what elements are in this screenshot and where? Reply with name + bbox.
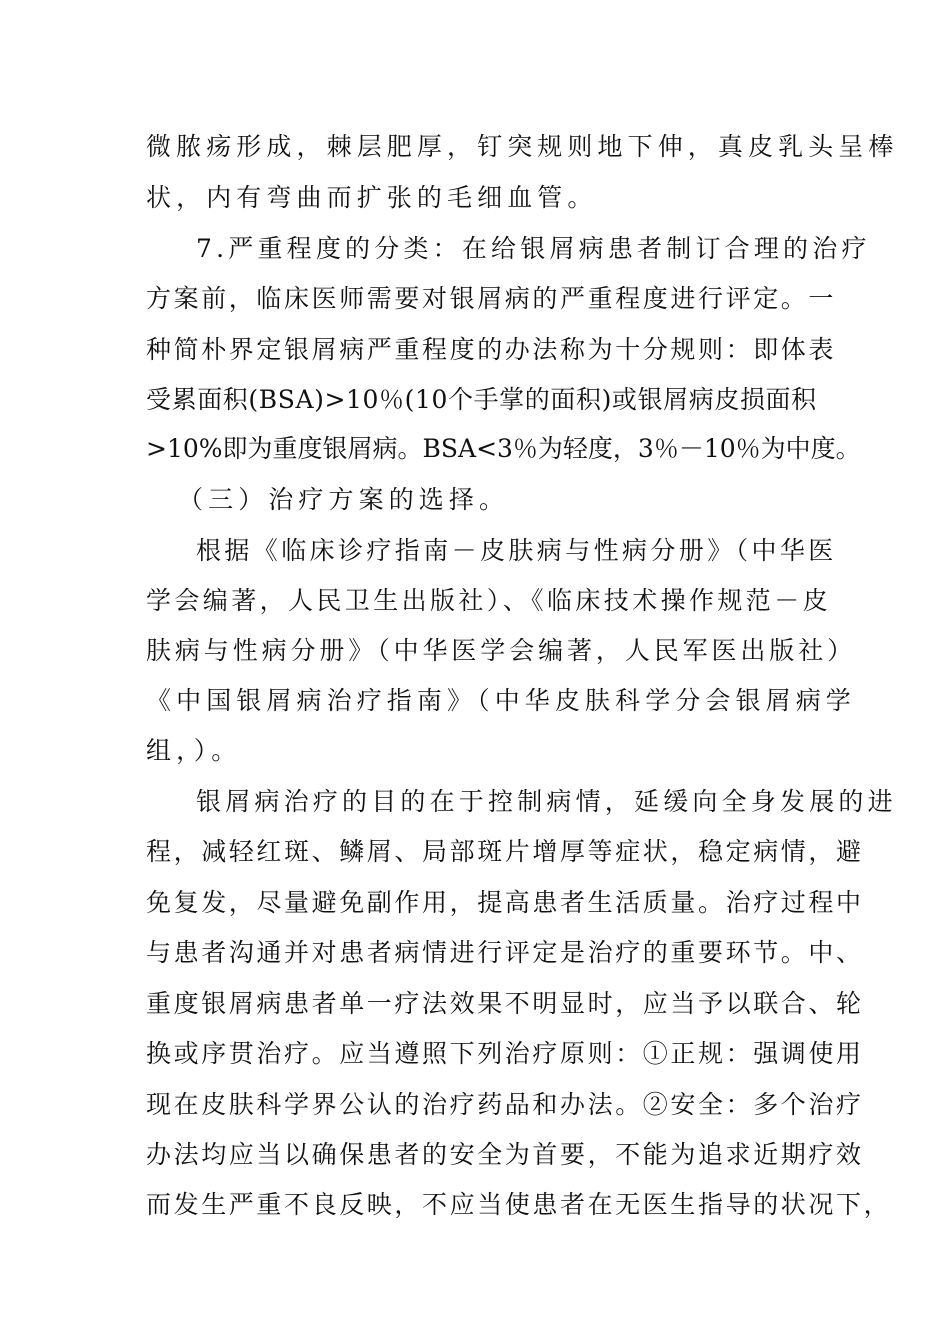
text-line-20: 现在皮肤科学界公认的治疗药品和办法。②安全：多个治疗 [146, 1090, 864, 1119]
text-line-15: 程，减轻红斑、鳞屑、局部斑片增厚等症状，稳定病情，避 [146, 837, 864, 866]
text-line-6: 受累面积(BSA)>10％(10个手掌的面积)或银屑病皮损面积 [146, 385, 817, 414]
text-line-18: 重度银屑病患者单一疗法效果不明显时，应当予以联合、轮 [146, 989, 864, 1018]
text-line-12: 《中国银屑病治疗指南》（中华皮肤科学分会银屑病学 [146, 686, 856, 715]
section-heading: （三）治疗方案的选择。 [178, 485, 510, 514]
text-line-16: 免复发，尽量避免副作用，提高患者生活质量。治疗过程中 [146, 888, 864, 917]
text-line-7: >10%即为重度银屑病。BSA<3％为轻度，3％－10％为中度。 [146, 434, 861, 463]
text-line-17: 与患者沟通并对患者病情进行评定是治疗的重要环节。中、 [146, 938, 864, 967]
text-line-21: 办法均应当以确保患者的安全为首要，不能为追求近期疗效 [146, 1140, 864, 1169]
text-line-3: 7.严重程度的分类：在给银屑病患者制订合理的治疗 [196, 234, 871, 263]
text-line-11: 肤病与性病分册》（中华医学会编著，人民军医出版社） [146, 636, 857, 665]
text-line-22: 而发生严重不良反映，不应当使患者在无医生指导的状况下， [146, 1190, 892, 1219]
text-line-1: 微脓疡形成，棘层肥厚，钉突规则地下伸，真皮乳头呈棒 [146, 132, 899, 161]
text-line-10: 学会编著，人民卫生出版社）、《临床技术操作规范－皮 [146, 586, 832, 615]
text-line-19: 换或序贯治疗。应当遵照下列治疗原则：①正规：强调使用 [146, 1039, 864, 1068]
text-line-2: 状，内有弯曲而扩张的毛细血管。 [146, 183, 598, 212]
text-line-4: 方案前，临床医师需要对银屑病的严重程度进行评定。一 [146, 284, 837, 313]
text-line-14: 银屑病治疗的目的在于控制病情，延缓向全身发展的进 [196, 787, 897, 816]
text-line-9: 根据《临床诊疗指南－皮肤病与性病分册》（中华医 [196, 536, 837, 565]
text-line-13: 组，）。 [146, 736, 242, 765]
text-line-5: 种简朴界定银屑病严重程度的办法称为十分规则：即体表 [146, 335, 837, 364]
